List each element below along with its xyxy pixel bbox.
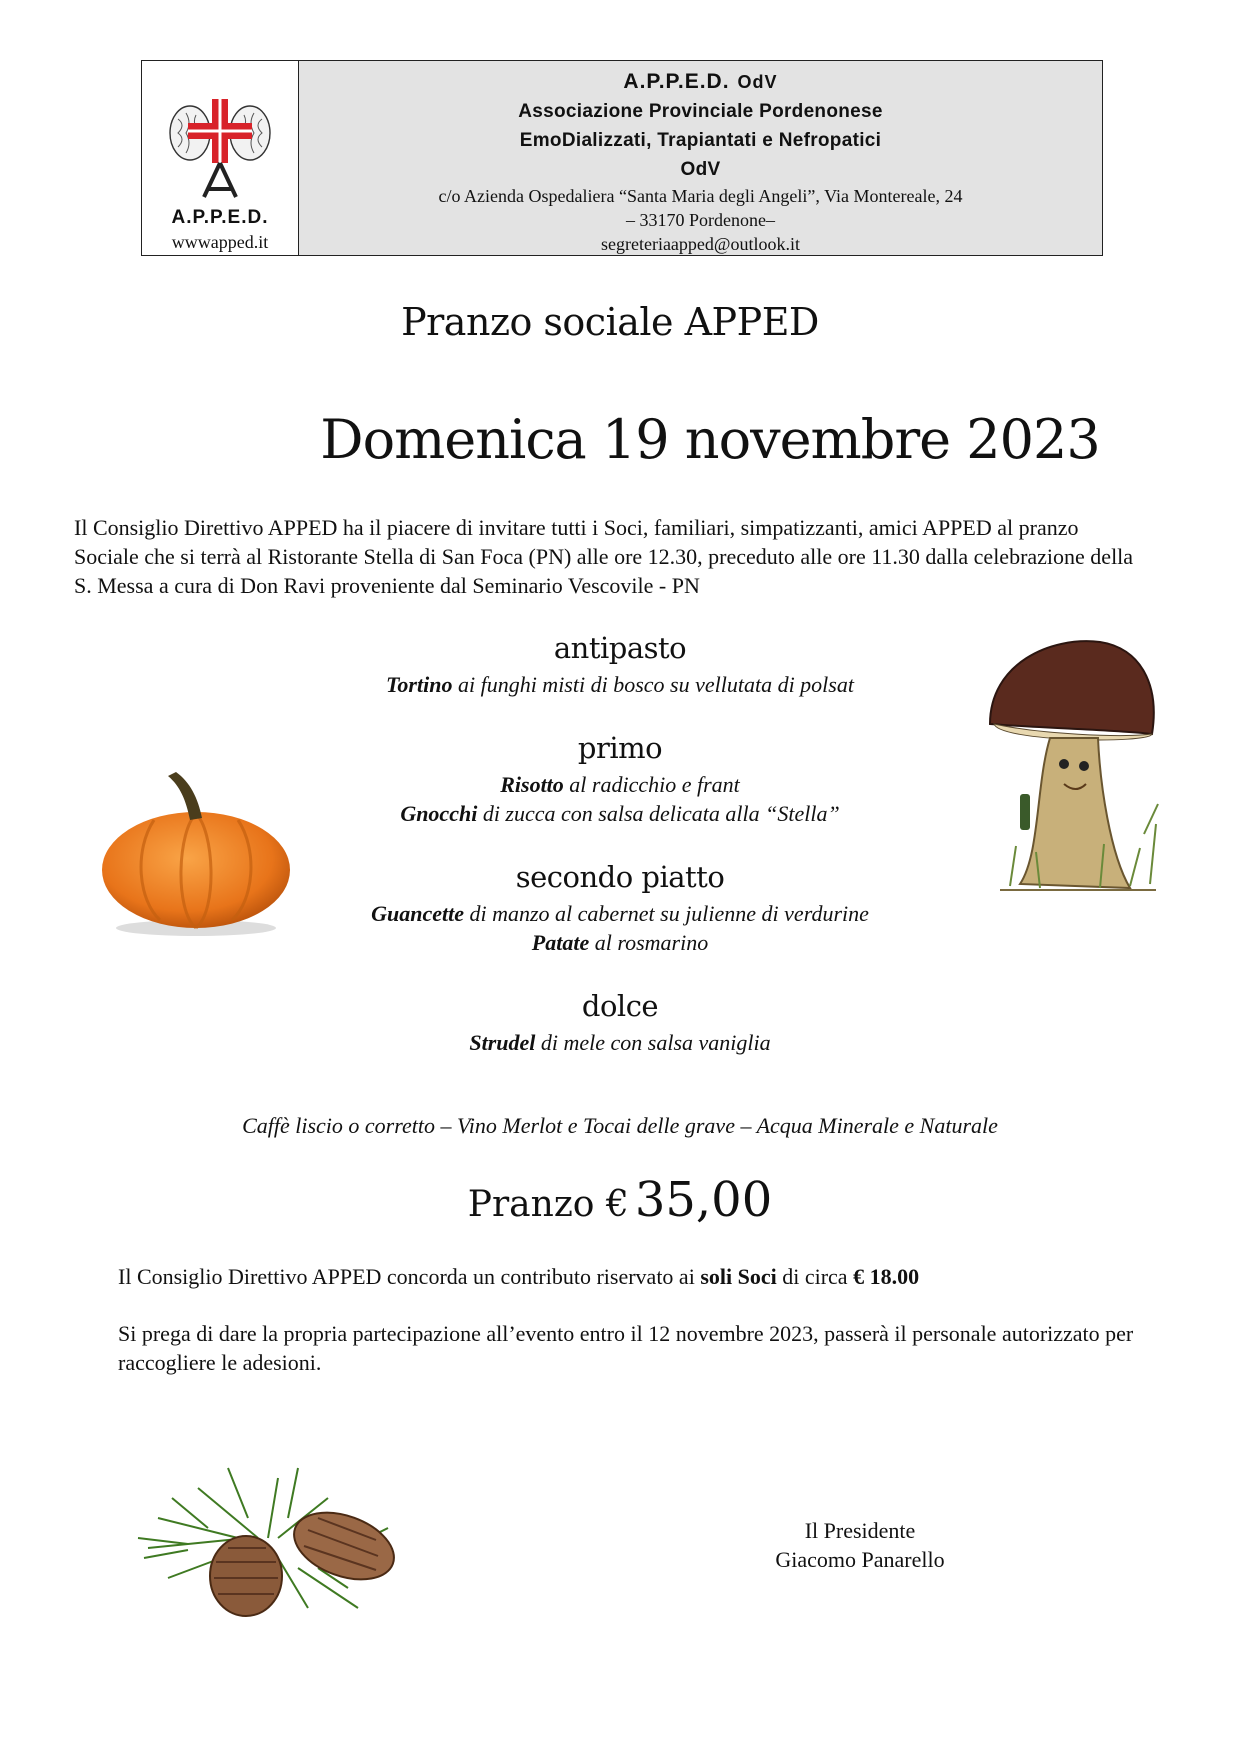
- dish-name: Patate: [531, 930, 590, 955]
- dish-guancette: [270, 899, 970, 928]
- intro-paragraph: Il Consiglio Direttivo APPED ha il piacere di invitare tutti i Soci, familiari, simpatizzanti, amici APPED al pranzo Sociale che si terrà al Ristorante Stella di San Foca (PN) alle ore 12.30, preceduto alle ore 11.30 dalla celebrazione della S. Messa a cura di Don Ravi proveniente dal Seminario Vescovile - PN: [74, 515, 1134, 598]
- logo-box: [142, 61, 299, 255]
- rsvp-note: Si prega di dare la propria partecipazione all’evento entro il 12 novembre 2023, passerà il personale autorizzato per raccogliere le adesioni.: [118, 1321, 1134, 1375]
- pine-cones-image: [128, 1458, 414, 1628]
- dish-description: di zucca con salsa delicata alla “Stella”: [477, 801, 840, 826]
- course-title-antipasto: antipasto: [553, 631, 687, 665]
- org-acronym-suffix: OdV: [737, 72, 778, 92]
- email-link[interactable]: segreteriaapped@outlook.it: [600, 234, 800, 254]
- contribution-text2: di circa: [776, 1264, 854, 1289]
- contribution-members: soli Soci: [700, 1264, 777, 1289]
- org-acronym-text: A.P.P.E.D.: [623, 70, 730, 93]
- pumpkin-image: [94, 770, 298, 940]
- signature-name: Giacomo Panarello: [775, 1547, 945, 1572]
- dish-description: al radicchio e frant: [563, 772, 740, 797]
- signature: [730, 1516, 990, 1574]
- contribution-text: Il Consiglio Direttivo APPED concorda un contributo riservato ai: [118, 1264, 701, 1289]
- course-dolce: [270, 984, 970, 1057]
- logo-emblem: [164, 93, 276, 205]
- contribution-amount: € 18.00: [853, 1264, 920, 1289]
- dish-description: al rosmarino: [589, 930, 709, 955]
- course-secondo: [270, 855, 970, 957]
- course-title-primo: primo: [577, 731, 663, 765]
- address-line1: c/o Azienda Ospedaliera “Santa Maria degli Angeli”, Via Montereale, 24: [438, 186, 963, 206]
- price: [320, 1172, 920, 1228]
- signature-role: Il Presidente: [804, 1518, 916, 1543]
- course-antipasto: [270, 626, 970, 699]
- dish-risotto: [270, 770, 970, 799]
- org-acronym: [299, 67, 1102, 97]
- event-title: Pranzo sociale APPED: [401, 300, 819, 344]
- dish-name: Risotto: [500, 772, 564, 797]
- course-title-dolce: dolce: [581, 989, 659, 1023]
- course-primo: [270, 726, 970, 828]
- dish-name: Tortino: [386, 672, 453, 697]
- mushroom-illustration: [980, 634, 1166, 904]
- org-name-line1: Associazione Provinciale Pordenonese: [518, 101, 883, 122]
- org-name-line3: OdV: [680, 159, 721, 180]
- dish-description: di mele con salsa vaniglia: [535, 1030, 771, 1055]
- course-title-secondo: secondo piatto: [515, 860, 725, 894]
- dish-strudel: [270, 1028, 970, 1057]
- dish-description: ai funghi misti di bosco su vellutata di polsat: [452, 672, 854, 697]
- organization-info: [299, 61, 1102, 255]
- letterhead: [141, 60, 1103, 256]
- dish-name: Gnocchi: [400, 801, 478, 826]
- dish-description: di manzo al cabernet su julienne di verdurine: [463, 901, 869, 926]
- dish-tortino: [270, 670, 970, 699]
- org-name-line2: EmoDializzati, Trapiantati e Nefropatici: [519, 130, 882, 151]
- price-label: Pranzo €: [467, 1184, 629, 1225]
- dish-gnocchi: [270, 799, 970, 828]
- dish-name: Guancette: [371, 901, 464, 926]
- event-date: Domenica 19 novembre 2023: [320, 408, 1100, 471]
- dish-name: Strudel: [469, 1030, 536, 1055]
- drinks-line: Caffè liscio o corretto – Vino Merlot e Tocai delle grave – Acqua Minerale e Naturale: [242, 1113, 998, 1138]
- dish-patate: [270, 928, 970, 957]
- contribution-note: [118, 1262, 1138, 1291]
- price-amount: 35,00: [634, 1172, 773, 1228]
- website-link[interactable]: wwwapped.it: [171, 232, 269, 252]
- logo-name: A.P.P.E.D.: [171, 207, 269, 228]
- address-line2: – 33170 Pordenone–: [626, 210, 775, 230]
